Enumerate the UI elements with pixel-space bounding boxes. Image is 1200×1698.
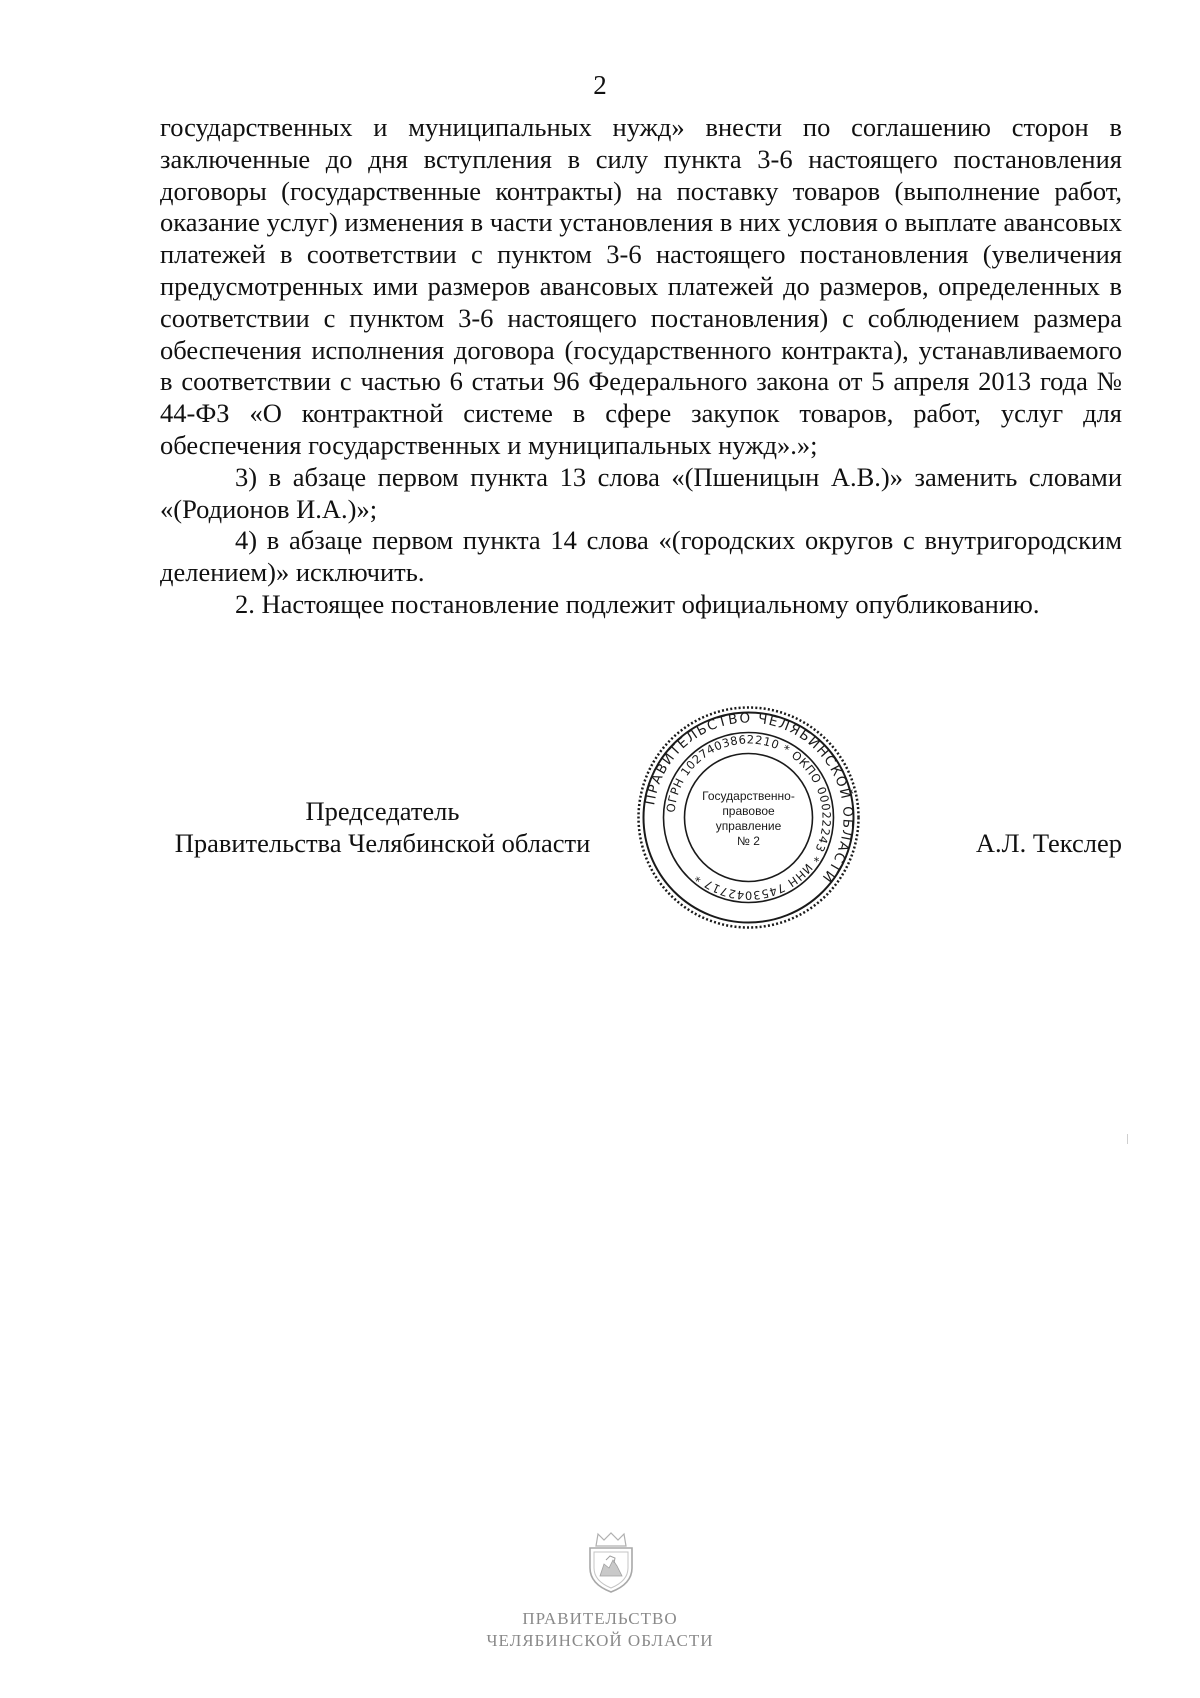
footer-line-1: ПРАВИТЕЛЬСТВО bbox=[522, 1609, 678, 1628]
page-number: 2 bbox=[593, 70, 607, 100]
official-seal-icon bbox=[636, 705, 861, 930]
footer-line-2: ЧЕЛЯБИНСКОЙ ОБЛАСТИ bbox=[486, 1631, 714, 1650]
paragraph-item-4: 4) в абзаце первом пункта 14 слова «(городских округов с внутригородским делением)» исключить. bbox=[160, 525, 1122, 588]
document-body bbox=[160, 112, 1122, 621]
paragraph-continuation: государственных и муниципальных нужд» внести по соглашению сторон в заключенные до дня вступления в силу пункта 3-6 настоящего постановления договоры (государственные контракты) на поставку товаров (выполнение работ, оказание услуг) изменения в части установления в них условия о выплате авансовых платежей в соответствии с пунктом 3-6 настоящего постановления (увеличения предусмотренных ими размеров авансовых платежей до размеров, определенных в соответствии с пунктом 3-6 настоящего постановления) с соблюдением размера обеспечения исполнения договора (государственного контракта), устанавливаемого в соответствии с частью 6 статьи 96 Федерального закона от 5 апреля 2013 года № 44-ФЗ «О контрактной системе в сфере закупок товаров, работ, услуг для обеспечения государственных и муниципальных нужд».»; bbox=[160, 112, 1122, 460]
seal-outer-text: ПРАВИТЕЛЬСТВО ЧЕЛЯБИНСКОЙ ОБЛАСТИ bbox=[642, 710, 856, 887]
signatory-title-line-2: Правительства Челябинской области bbox=[174, 828, 591, 858]
signatory-title bbox=[160, 795, 605, 859]
coat-of-arms-icon bbox=[584, 1530, 638, 1594]
paragraph-point-2: 2. Настоящее постановление подлежит официальному опубликованию. bbox=[235, 588, 1040, 619]
paragraph-item-3: 3) в абзаце первом пункта 13 слова «(Пшеницын А.В.)» заменить словами «(Родионов И.А.)»; bbox=[160, 461, 1122, 524]
seal-center-line-4: № 2 bbox=[737, 834, 760, 848]
seal-center-line-1: Государственно- bbox=[702, 789, 795, 803]
signatory-title-line-1: Председатель bbox=[305, 796, 460, 826]
seal-center-line-3: управление bbox=[715, 819, 782, 833]
seal-center-line-2: правовое bbox=[722, 804, 775, 818]
seal-inner-text: ОГРН 1027403862210 * ОКПО 00022243 * ИНН 7453042717 * bbox=[663, 732, 834, 903]
footer-watermark bbox=[0, 1608, 1200, 1652]
signatory-name: А.Л. Текслер bbox=[975, 828, 1122, 858]
scan-edge-mark bbox=[1127, 1134, 1128, 1144]
